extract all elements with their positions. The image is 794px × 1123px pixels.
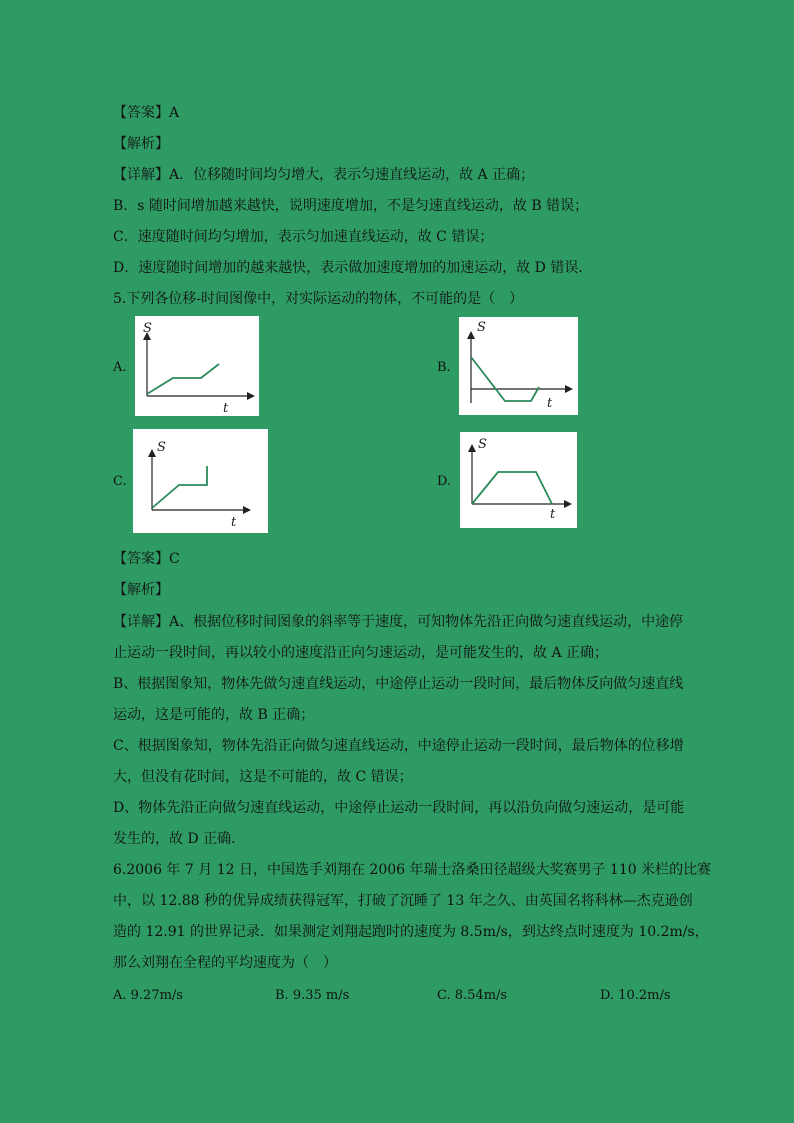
q6-stem-line: 造的 12.91 的世界记录．如果测定刘翔起跑时的速度为 8.5m/s，到达终点时速度为 10.2m/s， <box>113 924 709 940</box>
q6-choice-b: B. 9.35 m/s <box>275 988 350 1003</box>
t-axis-arrow <box>565 385 573 393</box>
s-axis-arrow <box>148 449 156 457</box>
q4-detail-line: D．速度随时间增加的越来越快，表示做加速度增加的加速运动，故 D 错误． <box>113 260 593 276</box>
option-c-label: C. <box>113 474 127 489</box>
option-d-label: D. <box>437 474 452 489</box>
graph-b-svg <box>459 317 578 415</box>
q5-detail-line: D、物体先沿正向做匀速直线运动，中途停止运动一段时间，再以沿负向做匀速运动，是可能 <box>113 800 685 816</box>
q5-detail-line: 大，但没有花时间，这是不可能的，故 C 错误； <box>113 769 413 785</box>
option-a-graph <box>135 316 259 416</box>
graph-a-svg <box>135 316 259 416</box>
graph-a-curve <box>147 364 219 394</box>
q4-detail-line: 【详解】A．位移随时间均匀增大，表示匀速直线运动，故 A 正确； <box>113 167 535 183</box>
option-b-label: B. <box>437 360 451 375</box>
graph-d-curve <box>472 472 552 504</box>
graph-c-svg <box>133 429 268 533</box>
q5-detail-line: 运动，这是可能的，故 B 正确； <box>113 707 315 723</box>
graph-b-curve <box>471 357 539 401</box>
t-axis-arrow <box>247 392 255 400</box>
q5-analysis: 【解析】 <box>113 582 169 598</box>
option-a-label: A. <box>113 360 127 375</box>
t-axis-label: t <box>231 515 237 530</box>
graph-d-svg <box>460 432 577 528</box>
s-axis-arrow <box>468 444 476 452</box>
option-b-graph <box>459 317 578 415</box>
q4-detail-line: C．速度随时间均匀增加，表示匀加速直线运动，故 C 错误； <box>113 229 494 245</box>
q5-answer: 【答案】C <box>113 551 180 567</box>
q6-choice-a: A. 9.27m/s <box>113 988 183 1003</box>
s-axis-label: S <box>477 320 486 335</box>
t-axis-label: t <box>547 396 553 411</box>
q4-detail-line: B．s 随时间增加越来越快，说明速度增加，不是匀速直线运动，故 B 错误； <box>113 198 589 214</box>
q6-stem-line: 中，以 12.88 秒的优异成绩获得冠军，打破了沉睡了 13 年之久、由英国名将科林—杰克逊创 <box>113 893 693 909</box>
graph-c-curve <box>152 466 207 508</box>
t-axis-arrow <box>564 500 572 508</box>
q5-detail-line: B、根据图象知，物体先做匀速直线运动，中途停止运动一段时间，最后物体反向做匀速直线 <box>113 676 684 692</box>
q5-detail-line: 【详解】A、根据位移时间图象的斜率等于速度，可知物体先沿正向做匀速直线运动，中途停 <box>113 614 684 630</box>
s-axis-label: S <box>143 321 152 336</box>
q6-stem-line: 6.2006 年 7 月 12 日，中国选手刘翔在 2006 年瑞士洛桑田径超级大奖赛男子 110 米栏的比赛 <box>113 862 712 878</box>
t-axis-label: t <box>550 507 556 522</box>
q5-detail-line: 发生的，故 D 正确． <box>113 831 246 847</box>
s-axis-label: S <box>157 440 166 455</box>
q5-detail-line: C、根据图象知，物体先沿正向做匀速直线运动，中途停止运动一段时间，最后物体的位移增 <box>113 738 684 754</box>
t-axis-label: t <box>223 401 229 416</box>
q5-detail-line: 止运动一段时间，再以较小的速度沿正向匀速运动，是可能发生的，故 A 正确； <box>113 645 609 661</box>
option-d-graph <box>460 432 577 528</box>
t-axis-arrow <box>243 506 251 514</box>
q4-answer: 【答案】A <box>113 105 180 121</box>
q5-stem: 5.下列各位移-时间图像中，对实际运动的物体，不可能的是（ ） <box>113 291 524 307</box>
s-axis-arrow <box>467 331 475 339</box>
q6-stem-line: 那么刘翔在全程的平均速度为（ ） <box>113 955 337 971</box>
q6-choice-c: C. 8.54m/s <box>437 988 508 1003</box>
option-c-graph <box>133 429 268 533</box>
q6-choice-d: D. 10.2m/s <box>600 988 671 1003</box>
s-axis-label: S <box>478 437 487 452</box>
q4-analysis: 【解析】 <box>113 136 169 152</box>
